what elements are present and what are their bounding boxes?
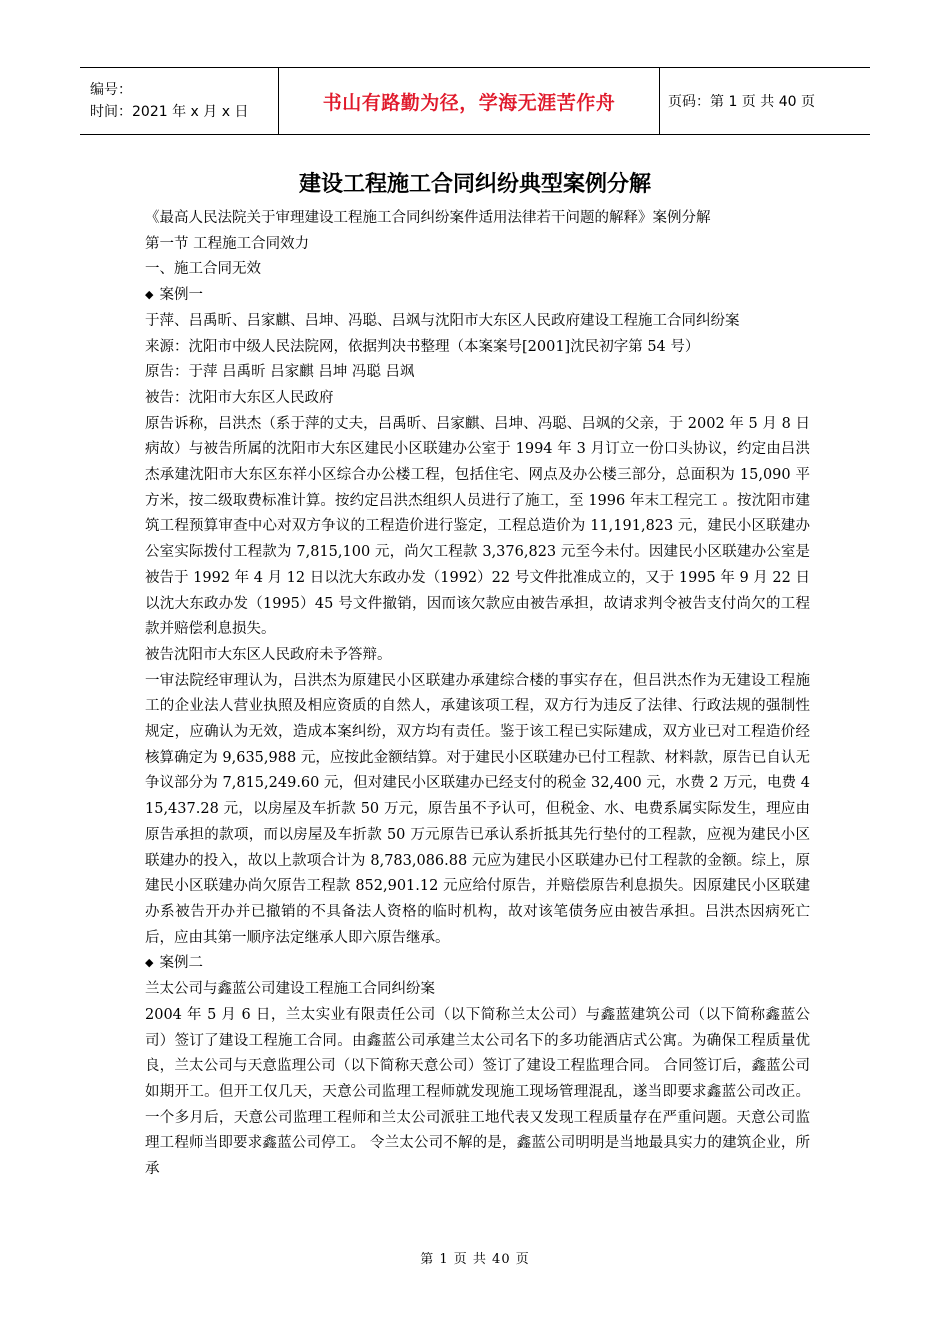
plaintiff-line: 原告：于萍 吕禹昕 吕家麒 吕坤 冯聪 吕飒: [145, 364, 415, 381]
header-motto-cell: [279, 68, 660, 135]
reference-line: 《最高人民法院关于审理建设工程施工合同纠纷案件适用法律若干问题的解释》案例分解: [145, 210, 711, 226]
subsection-heading: 一、施工合同无效: [145, 261, 261, 278]
document-date-label: 时间：2021 年 x 月 x 日: [90, 104, 249, 120]
case-heading: ◆ 案例二: [145, 951, 810, 977]
page-info: 页码：第 1 页 共 40 页: [660, 68, 871, 135]
plaintiff-claim-paragraph: 原告诉称，吕洪杰（系于萍的丈夫，吕禹昕、吕家麒、吕坤、冯聪、吕飒的父亲，于 2002 年 5 月 8 日病故）与被告所属的沈阳市大东区建民小区联建办公室于 1994 年 3 月订立一份口头协议，约定由吕洪杰承建沈阳市大东区东祥小区综合办公楼工程，包括住宅、网点及办公楼三部分，总面积为 15,090 平方米，按二级取费标准计算。按约定吕洪杰组织人员进行了施工，至 1996 年末工程完工 。按沈阳市建筑工程预算审查中心对双方争议的工程造价进行鉴定，工程总造价为 11,191,823 元，建民小区联建办公室实际拨付工程款为 7,815,100 元，尚欠工程款 3,376,823 元至今未付。因建民小区联建办公室是被告于 1992 年 4 月 12 日以沈大东政办发（1992）22 号文件批准成立的，又于 1995 年 9 月 22 日以沈大东政办发（1995）45 号文件撤销，因而该欠款应由被告承担，故请求判令被告支付尚欠的工程款并赔偿利息损失。: [145, 415, 810, 638]
case-facts-paragraph: 2004 年 5 月 6 日，兰太实业有限责任公司（以下简称兰太公司）与鑫蓝建筑公司（以下简称鑫蓝公司）签订了建设工程施工合同。由鑫蓝公司承建兰太公司名下的多功能酒店式公寓。为确保工程质量优良，兰太公司与天意监理公司（以下简称天意公司）签订了建设工程监理合同。 合同签订后，鑫蓝公司如期开工。但开工仅几天，天意公司监理工程师就发现施工现场管理混乱，遂当即要求鑫蓝公司改正。一个多月后，天意公司监理工程师和兰太公司派驻工地代表又发现工程质量存在严重问题。天意公司监理工程师当即要求鑫蓝公司停工。 令兰太公司不解的是，鑫蓝公司明明是当地最具实力的建筑企业，所承: [145, 1006, 810, 1178]
defendant-response-paragraph: 被告沈阳市大东区人民政府未予答辩。: [145, 646, 392, 663]
court-ruling-paragraph: 一审法院经审理认为，吕洪杰为原建民小区联建办承建综合楼的事实存在，但吕洪杰作为无建设工程施工的企业法人营业执照及相应资质的自然人，承建该项工程，双方行为违反了法律、行政法规的强制性规定，应确认为无效，造成本案纠纷，双方均有责任。鉴于该工程已实际建成，双方业已对工程造价经核算确定为 9,635,988 元，应按此金额结算。对于建民小区联建办已付工程款、材料款，原告已自认无争议部分为 7,815,249.60 元，但对建民小区联建办已经支付的税金 32,400 元，水费 2 万元，电费 415,437.28 元，以房屋及车折款 50 万元，原告虽不予认可，但税金、水、电费系属实际发生，理应由原告承担的款项，而以房屋及车折款 50 万元原告已承认系折抵其先行垫付的工程款，应视为建民小区联建办的投入，故以上款项合计为 8,783,086.88 元应为建民小区联建办已付工程款的金额。综上，原建民小区联建办尚欠原告工程款 852,901.12 元应给付原告，并赔偿原告利息损失。因原建民小区联建办系被告开办并已撤销的不具备法人资格的临时机构，故对该笔债务应由被告承担。吕洪杰因病死亡后，应由其第一顺序法定继承人即六原告继承。: [145, 672, 810, 946]
case-source: 来源：沈阳市中级人民法院网，依据判决书整理（本案案号[2001]沈民初字第 54 号）: [145, 338, 700, 355]
defendant-line: 被告：沈阳市大东区人民政府: [145, 389, 334, 406]
page-footer: 第 1 页 共 40 页: [420, 1252, 530, 1267]
section-heading: 第一节 工程施工合同效力: [145, 235, 310, 252]
case-title: 兰太公司与鑫蓝公司建设工程施工合同纠纷案: [145, 981, 435, 998]
document-title: 建设工程施工合同纠纷典型案例分解: [298, 172, 651, 197]
document-body: [145, 206, 810, 1183]
document-number-label: 编号：: [90, 82, 132, 98]
case-title: 于萍、吕禹昕、吕家麒、吕坤、冯聪、吕飒与沈阳市大东区人民政府建设工程施工合同纠纷案: [145, 312, 740, 329]
case-heading: ◆ 案例一: [145, 283, 810, 309]
header-meta-cell: [80, 68, 279, 135]
motto-text: 书山有路勤为径，学海无涯苦作舟: [322, 91, 616, 114]
header-table: [80, 67, 870, 135]
